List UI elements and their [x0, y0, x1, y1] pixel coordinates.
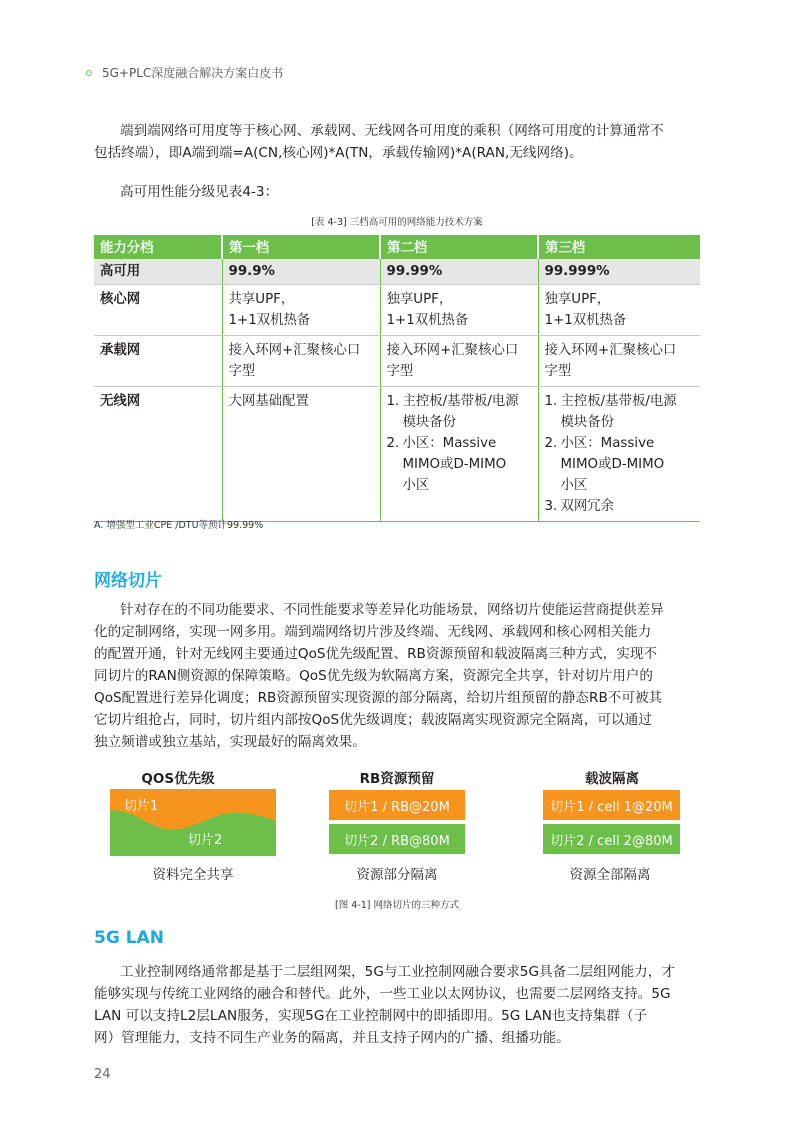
list-text — [561, 391, 677, 433]
cell-line: 字型 — [544, 364, 572, 379]
slicing-line: 它切片组抢占，同时，切片组内部按QoS优先级调度；载波隔离实现资源完全隔离，可以通过 — [94, 712, 652, 728]
intro-line-1: 端到端网络可用度等于核心网、承载网、无线网各可用度的乘积（网络可用度的计算通常不 — [120, 123, 664, 139]
list-item — [387, 433, 532, 496]
table-cell — [538, 336, 700, 387]
cell-line: 主控板/基带板/电源 — [560, 394, 677, 409]
cell-line: 1+1双机热备 — [386, 313, 469, 328]
table-cell: 99.9% — [222, 259, 380, 285]
lan-line: 能够实现与传统工业网络的融合和替代。此外，一些工业以太网协议，也需要二层网络支持。5G — [94, 986, 671, 1002]
slicing-line: 针对存在的不同功能要求、不同性能要求等差异化功能场景，网络切片使能运营商提供差异 — [120, 602, 664, 618]
cell-line: 字型 — [386, 364, 414, 379]
slicing-line: 化的定制网络，实现一网多用。端到端网络切片涉及终端、无线网、承载网和核心网相关能力 — [94, 624, 652, 640]
row-label: 高可用 — [94, 259, 222, 285]
section-title-slicing: 网络切片 — [94, 571, 162, 591]
lan-line: 工业控制网络通常都是基于二层组网架，5G与工业控制网融合要求5G具备二层组网能力，才 — [120, 964, 675, 980]
carrier-slice1-box: 切片1 / cell 1@20M — [543, 790, 680, 820]
table-header-cell: 能力分档 — [94, 235, 222, 259]
list-item — [545, 433, 695, 496]
list-number: 2. — [386, 436, 400, 451]
slicing-line: 独立频谱或独立基站，实现最好的隔离效果。 — [94, 734, 366, 750]
table-cell: 大网基础配置 — [222, 387, 380, 522]
section-title-5g-lan: 5G LAN — [94, 928, 164, 948]
figure-panel-subtitle: 资料完全共享 — [152, 867, 234, 883]
cell-line: 1+1双机热备 — [228, 313, 311, 328]
table-cell — [380, 285, 538, 336]
table-cell — [380, 336, 538, 387]
list-item — [545, 496, 695, 517]
cell-line: 接入环网+汇聚核心口 — [544, 343, 677, 358]
figure-panel-title: QOS优先级 — [141, 771, 215, 787]
circle-bullet-icon — [86, 70, 92, 76]
lan-line: 网）管理能力，支持不同生产业务的隔离，并且支持子网内的广播、组播功能。 — [94, 1030, 570, 1046]
slicing-line: 同切片的RAN侧资源的保障策略。QoS优先级为软隔离方案，资源完全共享，针对切片用户的 — [94, 668, 653, 684]
cell-line: 小区 — [402, 478, 430, 493]
cell-line: 共享UPF， — [228, 292, 295, 307]
table-row-core — [94, 285, 700, 336]
list-number: 1. — [386, 394, 400, 409]
running-header — [86, 64, 283, 81]
rb-slice1-box: 切片1 / RB@20M — [329, 790, 465, 820]
table-row-availability — [94, 259, 700, 285]
cell-line: MIMO或D-MIMO — [402, 457, 507, 472]
cell-line: MIMO或D-MIMO — [560, 457, 665, 472]
table-header-row — [94, 235, 700, 259]
figure-panel-title: 载波隔离 — [585, 771, 639, 787]
slicing-line: 的配置开通，针对无线网主要通过QoS优先级配置、RB资源预留和载波隔离三种方式，实现不 — [94, 646, 657, 662]
list-text — [561, 496, 615, 517]
cell-line: 模块备份 — [560, 415, 615, 430]
list-text — [403, 391, 519, 433]
slice2-label: 切片2 — [188, 833, 223, 848]
list-text — [561, 433, 665, 496]
cell-line: 双网冗余 — [560, 499, 615, 514]
list-item — [545, 391, 695, 433]
figure-panel-subtitle: 资源部分隔离 — [356, 867, 438, 883]
table-row-wireless — [94, 387, 700, 522]
table-row-bearer — [94, 336, 700, 387]
numbered-list — [545, 391, 695, 517]
cell-line: 小区：Massive — [402, 436, 497, 451]
list-item — [387, 391, 532, 433]
table-cell — [538, 285, 700, 336]
cell-line: 小区 — [560, 478, 588, 493]
slicing-line: QoS配置进行差异化调度；RB资源预留实现资源的部分隔离，给切片组预留的静态RB不可被其 — [94, 690, 663, 706]
table-footnote: A. 增强型工业CPE /DTU等预计99.99% — [94, 520, 264, 531]
cell-line: 字型 — [228, 364, 256, 379]
intro-table-ref: 高可用性能分级见表4-3： — [120, 184, 279, 200]
rb-slice2-box: 切片2 / RB@80M — [329, 824, 465, 854]
slice1-label: 切片1 — [124, 799, 159, 814]
cell-line: 接入环网+汇聚核心口 — [386, 343, 519, 358]
list-number: 1. — [544, 394, 558, 409]
cell-line: 1+1双机热备 — [544, 313, 627, 328]
table-cell — [538, 387, 700, 522]
table-header-cell: 第一档 — [222, 235, 380, 259]
table-header-cell: 第三档 — [538, 235, 700, 259]
row-label: 核心网 — [94, 285, 222, 336]
list-text — [403, 433, 507, 496]
cell-line: 独享UPF， — [544, 292, 611, 307]
table-cell: 99.99% — [380, 259, 538, 285]
row-label: 承载网 — [94, 336, 222, 387]
page-number: 24 — [94, 1067, 111, 1082]
qos-shared-diagram — [110, 789, 276, 856]
numbered-list — [387, 391, 532, 496]
figure-panel-title: RB资源预留 — [359, 771, 435, 787]
table-cell: 99.999% — [538, 259, 700, 285]
cell-line: 小区：Massive — [560, 436, 655, 451]
list-number: 2. — [544, 436, 558, 451]
row-label: 无线网 — [94, 387, 222, 522]
cell-line: 主控板/基带板/电源 — [402, 394, 519, 409]
lan-line: LAN 可以支持L2层LAN服务，实现5G在工业控制网中的即插即用。5G LAN也支持集群（子 — [94, 1008, 648, 1024]
cell-line: 模块备份 — [402, 415, 457, 430]
running-title: 5G+PLC深度融合解决方案白皮书 — [102, 66, 284, 80]
figure-caption: [图 4-1] 网络切片的三种方式 — [335, 900, 459, 911]
cell-line: 独享UPF， — [386, 292, 453, 307]
carrier-slice2-box: 切片2 / cell 2@80M — [543, 824, 680, 854]
figure-panel-subtitle: 资源全部隔离 — [569, 867, 651, 883]
intro-line-2: 包括终端），即A端到端=A(CN,核心网)*A(TN，承载传输网)*A(RAN,无线网络)。 — [94, 145, 583, 161]
table-header-cell: 第二档 — [380, 235, 538, 259]
availability-table — [94, 235, 700, 522]
list-number: 3. — [544, 499, 558, 514]
table-cell — [222, 336, 380, 387]
cell-line: 接入环网+汇聚核心口 — [228, 343, 361, 358]
table-caption: [表 4-3] 三档高可用的网络能力技术方案 — [311, 217, 483, 228]
table-cell — [380, 387, 538, 522]
table-cell — [222, 285, 380, 336]
